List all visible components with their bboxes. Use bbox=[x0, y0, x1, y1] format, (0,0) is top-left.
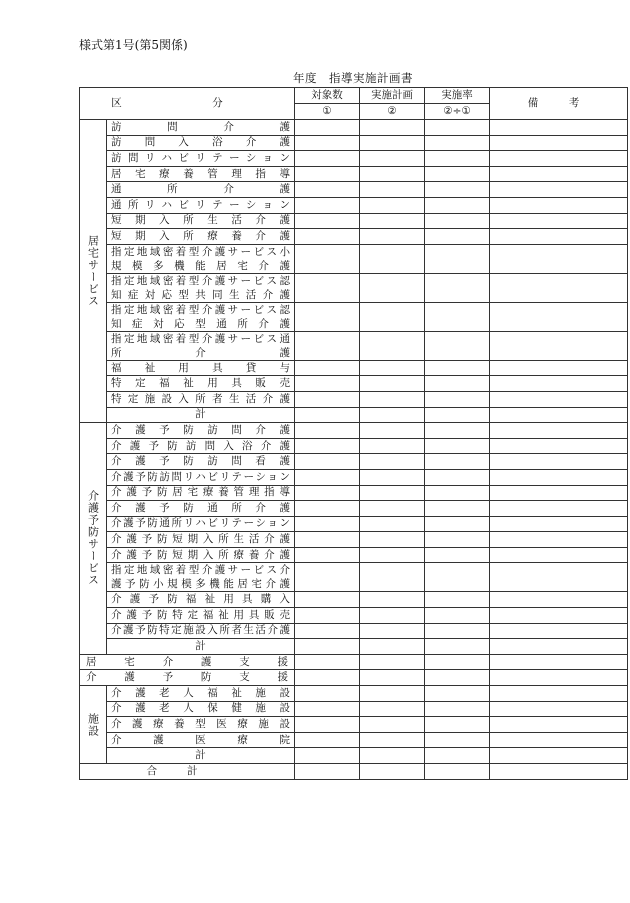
target-count-cell[interactable] bbox=[295, 501, 360, 517]
rate-cell[interactable] bbox=[425, 748, 490, 764]
target-count-cell[interactable] bbox=[295, 166, 360, 182]
remarks-cell[interactable] bbox=[490, 732, 628, 748]
plan-cell[interactable] bbox=[360, 563, 425, 592]
header-row-1 bbox=[80, 88, 628, 104]
service-item-line: 指定地域密着型介護サービス小 bbox=[111, 245, 290, 258]
remarks-cell[interactable] bbox=[490, 213, 628, 229]
service-item: 訪問介護 bbox=[107, 120, 295, 136]
target-count-cell[interactable] bbox=[295, 244, 360, 273]
service-item: 訪問入浴介護 bbox=[107, 135, 295, 151]
remarks-cell[interactable] bbox=[490, 407, 628, 423]
remarks-cell[interactable] bbox=[490, 120, 628, 136]
rate-cell[interactable] bbox=[425, 717, 490, 733]
prevention-service-label bbox=[80, 423, 107, 655]
service-item: 介護予防通所介護 bbox=[107, 501, 295, 517]
rate-cell[interactable] bbox=[425, 670, 490, 686]
remarks-cell[interactable] bbox=[490, 273, 628, 302]
table-row bbox=[80, 151, 628, 167]
rate-cell[interactable] bbox=[425, 151, 490, 167]
target-count-cell[interactable] bbox=[295, 748, 360, 764]
target-count-cell[interactable] bbox=[295, 213, 360, 229]
target-count-cell[interactable] bbox=[295, 670, 360, 686]
remarks-cell[interactable] bbox=[490, 391, 628, 407]
subtotal-label: 計 bbox=[107, 407, 295, 423]
service-item: 居宅療養管理指導 bbox=[107, 166, 295, 182]
target-count-cell[interactable] bbox=[295, 197, 360, 213]
service-item bbox=[107, 244, 295, 273]
target-count-cell[interactable] bbox=[295, 485, 360, 501]
facility-label-text: 施設 bbox=[86, 712, 100, 737]
rate-cell[interactable] bbox=[425, 213, 490, 229]
table-row bbox=[80, 547, 628, 563]
rate-cell[interactable] bbox=[425, 182, 490, 198]
table-row bbox=[80, 166, 628, 182]
target-count-cell[interactable] bbox=[295, 764, 360, 780]
service-item: 介護予防短期入所生活介護 bbox=[107, 532, 295, 548]
service-item-line: 指定地域密着型介護サービス認 bbox=[111, 303, 290, 316]
header-plan: 実施計画 bbox=[360, 88, 425, 104]
service-item: 介護予防通所リハビリテーション bbox=[107, 516, 295, 532]
table-row bbox=[80, 454, 628, 470]
service-item bbox=[107, 302, 295, 331]
table-row bbox=[80, 331, 628, 360]
service-item-line: 知症対応型共同生活介護 bbox=[111, 288, 290, 301]
target-count-cell[interactable] bbox=[295, 639, 360, 655]
table-row bbox=[80, 563, 628, 592]
home-care-support-row bbox=[80, 654, 628, 670]
table-row bbox=[80, 516, 628, 532]
rate-cell[interactable] bbox=[425, 592, 490, 608]
remarks-cell[interactable] bbox=[490, 701, 628, 717]
remarks-cell[interactable] bbox=[490, 670, 628, 686]
header-category: 区 分 bbox=[80, 88, 295, 120]
table-row bbox=[80, 717, 628, 733]
target-count-cell[interactable] bbox=[295, 438, 360, 454]
target-count-cell[interactable] bbox=[295, 454, 360, 470]
target-count-cell[interactable] bbox=[295, 331, 360, 360]
service-item: 通所介護 bbox=[107, 182, 295, 198]
table-row bbox=[80, 391, 628, 407]
plan-cell[interactable] bbox=[360, 732, 425, 748]
target-count-cell[interactable] bbox=[295, 732, 360, 748]
rate-cell[interactable] bbox=[425, 376, 490, 392]
plan-cell[interactable] bbox=[360, 516, 425, 532]
facility-subtotal-row bbox=[80, 748, 628, 764]
plan-cell[interactable] bbox=[360, 654, 425, 670]
plan-cell[interactable] bbox=[360, 213, 425, 229]
target-count-cell[interactable] bbox=[295, 135, 360, 151]
target-count-cell[interactable] bbox=[295, 273, 360, 302]
plan-cell[interactable] bbox=[360, 623, 425, 639]
service-item: 訪問リハビリテーション bbox=[107, 151, 295, 167]
plan-cell[interactable] bbox=[360, 748, 425, 764]
remarks-cell[interactable] bbox=[490, 182, 628, 198]
remarks-cell[interactable] bbox=[490, 197, 628, 213]
rate-cell[interactable] bbox=[425, 423, 490, 439]
plan-cell[interactable] bbox=[360, 407, 425, 423]
remarks-cell[interactable] bbox=[490, 151, 628, 167]
table-row bbox=[80, 501, 628, 517]
rate-cell[interactable] bbox=[425, 391, 490, 407]
remarks-cell[interactable] bbox=[490, 547, 628, 563]
table-row bbox=[80, 732, 628, 748]
rate-cell[interactable] bbox=[425, 485, 490, 501]
service-item-line: 所介護 bbox=[111, 346, 290, 359]
table-row bbox=[80, 608, 628, 624]
rate-cell[interactable] bbox=[425, 197, 490, 213]
plan-cell[interactable] bbox=[360, 686, 425, 702]
target-count-cell[interactable] bbox=[295, 592, 360, 608]
service-item: 特定福祉用具販売 bbox=[107, 376, 295, 392]
rate-cell[interactable] bbox=[425, 454, 490, 470]
rate-cell[interactable] bbox=[425, 407, 490, 423]
rate-cell[interactable] bbox=[425, 360, 490, 376]
target-count-cell[interactable] bbox=[295, 469, 360, 485]
table-row bbox=[80, 244, 628, 273]
service-item: 介護予防訪問介護 bbox=[107, 423, 295, 439]
rate-cell[interactable] bbox=[425, 532, 490, 548]
target-count-cell[interactable] bbox=[295, 423, 360, 439]
table-row bbox=[80, 532, 628, 548]
header-rate: 実施率 bbox=[425, 88, 490, 104]
rate-cell[interactable] bbox=[425, 764, 490, 780]
home-service-label-text: 居宅サービス bbox=[86, 235, 100, 308]
home-service-subtotal-row bbox=[80, 407, 628, 423]
plan-table bbox=[79, 87, 628, 780]
service-item: 介護予防特定施設入所者生活介護 bbox=[107, 623, 295, 639]
table-row bbox=[80, 182, 628, 198]
plan-cell[interactable] bbox=[360, 592, 425, 608]
plan-cell[interactable] bbox=[360, 469, 425, 485]
table-row bbox=[80, 438, 628, 454]
rate-cell[interactable] bbox=[425, 331, 490, 360]
document-title: 年度 指導実施計画書 bbox=[293, 71, 413, 85]
service-item: 介護予防訪問看護 bbox=[107, 454, 295, 470]
prevention-service-label-text: 介護予防サービス bbox=[86, 490, 100, 587]
service-item: 介護老人福祉施設 bbox=[107, 686, 295, 702]
table-row bbox=[80, 485, 628, 501]
table-row bbox=[80, 120, 628, 136]
facility-label bbox=[80, 686, 107, 764]
remarks-cell[interactable] bbox=[490, 717, 628, 733]
target-count-cell[interactable] bbox=[295, 654, 360, 670]
service-item: 介護予防短期入所療養介護 bbox=[107, 547, 295, 563]
remarks-cell[interactable] bbox=[490, 639, 628, 655]
subtotal-label: 計 bbox=[107, 639, 295, 655]
plan-cell[interactable] bbox=[360, 485, 425, 501]
rate-cell[interactable] bbox=[425, 120, 490, 136]
rate-cell[interactable] bbox=[425, 686, 490, 702]
table-row bbox=[80, 302, 628, 331]
plan-cell[interactable] bbox=[360, 376, 425, 392]
remarks-cell[interactable] bbox=[490, 686, 628, 702]
service-item-line: 指定地域密着型介護サービス通 bbox=[111, 332, 290, 345]
remarks-cell[interactable] bbox=[490, 516, 628, 532]
service-item: 短期入所生活介護 bbox=[107, 213, 295, 229]
target-count-cell[interactable] bbox=[295, 532, 360, 548]
plan-cell[interactable] bbox=[360, 197, 425, 213]
rate-cell[interactable] bbox=[425, 135, 490, 151]
remarks-cell[interactable] bbox=[490, 485, 628, 501]
service-item: 福祉用具貸与 bbox=[107, 360, 295, 376]
plan-cell[interactable] bbox=[360, 244, 425, 273]
rate-cell[interactable] bbox=[425, 701, 490, 717]
target-count-cell[interactable] bbox=[295, 686, 360, 702]
remarks-cell[interactable] bbox=[490, 748, 628, 764]
target-count-cell[interactable] bbox=[295, 701, 360, 717]
prevention-support-row bbox=[80, 670, 628, 686]
rate-cell[interactable] bbox=[425, 654, 490, 670]
header-remarks: 備 考 bbox=[490, 88, 628, 120]
service-item-line: 護予防小規模多機能居宅介護 bbox=[111, 578, 290, 591]
target-count-cell[interactable] bbox=[295, 407, 360, 423]
remarks-cell[interactable] bbox=[490, 563, 628, 592]
service-item bbox=[107, 563, 295, 592]
target-count-cell[interactable] bbox=[295, 717, 360, 733]
plan-cell[interactable] bbox=[360, 454, 425, 470]
plan-cell[interactable] bbox=[360, 423, 425, 439]
table-row bbox=[80, 423, 628, 439]
remarks-cell[interactable] bbox=[490, 654, 628, 670]
service-item bbox=[107, 331, 295, 360]
remarks-cell[interactable] bbox=[490, 608, 628, 624]
plan-cell[interactable] bbox=[360, 135, 425, 151]
plan-cell[interactable] bbox=[360, 182, 425, 198]
rate-cell[interactable] bbox=[425, 501, 490, 517]
rate-cell[interactable] bbox=[425, 623, 490, 639]
plan-cell[interactable] bbox=[360, 166, 425, 182]
target-count-cell[interactable] bbox=[295, 302, 360, 331]
plan-cell[interactable] bbox=[360, 120, 425, 136]
rate-cell[interactable] bbox=[425, 563, 490, 592]
rate-cell[interactable] bbox=[425, 302, 490, 331]
plan-cell[interactable] bbox=[360, 670, 425, 686]
target-count-cell[interactable] bbox=[295, 547, 360, 563]
target-count-cell[interactable] bbox=[295, 391, 360, 407]
remarks-cell[interactable] bbox=[490, 229, 628, 245]
remarks-cell[interactable] bbox=[490, 423, 628, 439]
table-row bbox=[80, 592, 628, 608]
service-item: 短期入所療養介護 bbox=[107, 229, 295, 245]
service-item: 介護予防福祉用具購入 bbox=[107, 592, 295, 608]
rate-cell[interactable] bbox=[425, 438, 490, 454]
remarks-cell[interactable] bbox=[490, 302, 628, 331]
target-count-cell[interactable] bbox=[295, 376, 360, 392]
service-item bbox=[107, 273, 295, 302]
rate-cell[interactable] bbox=[425, 469, 490, 485]
plan-cell[interactable] bbox=[360, 302, 425, 331]
target-count-cell[interactable] bbox=[295, 229, 360, 245]
remarks-cell[interactable] bbox=[490, 135, 628, 151]
service-item: 通所リハビリテーション bbox=[107, 197, 295, 213]
target-count-cell[interactable] bbox=[295, 151, 360, 167]
plan-cell[interactable] bbox=[360, 229, 425, 245]
service-item-line: 指定地域密着型介護サービス介 bbox=[111, 564, 290, 577]
remarks-cell[interactable] bbox=[490, 532, 628, 548]
service-item-line: 規模多機能居宅介護 bbox=[111, 259, 290, 272]
remarks-cell[interactable] bbox=[490, 764, 628, 780]
rate-cell[interactable] bbox=[425, 273, 490, 302]
table-row bbox=[80, 197, 628, 213]
target-count-cell[interactable] bbox=[295, 360, 360, 376]
table-row bbox=[80, 213, 628, 229]
table-row bbox=[80, 360, 628, 376]
rate-cell[interactable] bbox=[425, 547, 490, 563]
service-item: 介護老人保健施設 bbox=[107, 701, 295, 717]
plan-cell[interactable] bbox=[360, 532, 425, 548]
remarks-cell[interactable] bbox=[490, 360, 628, 376]
service-item: 介護予防特定福祉用具販売 bbox=[107, 608, 295, 624]
table-row bbox=[80, 229, 628, 245]
plan-cell[interactable] bbox=[360, 764, 425, 780]
remarks-cell[interactable] bbox=[490, 623, 628, 639]
service-item-line: 指定地域密着型介護サービス認 bbox=[111, 274, 290, 287]
grand-total-row bbox=[80, 764, 628, 780]
remarks-cell[interactable] bbox=[490, 469, 628, 485]
table-row bbox=[80, 623, 628, 639]
target-count-cell[interactable] bbox=[295, 120, 360, 136]
prevention-service-subtotal-row bbox=[80, 639, 628, 655]
remarks-cell[interactable] bbox=[490, 454, 628, 470]
rate-cell[interactable] bbox=[425, 166, 490, 182]
plan-cell[interactable] bbox=[360, 151, 425, 167]
home-care-support-row-label: 居宅介護支援 bbox=[80, 654, 295, 670]
service-item-line: 知症対応型通所介護 bbox=[111, 317, 290, 330]
rate-cell[interactable] bbox=[425, 732, 490, 748]
service-item: 介護予防訪問入浴介護 bbox=[107, 438, 295, 454]
remarks-cell[interactable] bbox=[490, 376, 628, 392]
target-count-cell[interactable] bbox=[295, 563, 360, 592]
rate-cell[interactable] bbox=[425, 516, 490, 532]
target-count-cell[interactable] bbox=[295, 182, 360, 198]
header-ratio: ②÷① bbox=[425, 104, 490, 120]
target-count-cell[interactable] bbox=[295, 623, 360, 639]
table-row bbox=[80, 469, 628, 485]
plan-cell[interactable] bbox=[360, 547, 425, 563]
service-item: 介護療養型医療施設 bbox=[107, 717, 295, 733]
rate-cell[interactable] bbox=[425, 608, 490, 624]
subtotal-label: 計 bbox=[107, 748, 295, 764]
plan-cell[interactable] bbox=[360, 360, 425, 376]
remarks-cell[interactable] bbox=[490, 438, 628, 454]
plan-cell[interactable] bbox=[360, 273, 425, 302]
table-row bbox=[80, 135, 628, 151]
plan-cell[interactable] bbox=[360, 608, 425, 624]
form-number: 様式第1号(第5関係) bbox=[79, 38, 188, 52]
table-row bbox=[80, 686, 628, 702]
rate-cell[interactable] bbox=[425, 229, 490, 245]
plan-cell[interactable] bbox=[360, 331, 425, 360]
remarks-cell[interactable] bbox=[490, 166, 628, 182]
plan-cell[interactable] bbox=[360, 391, 425, 407]
service-item: 介護予防居宅療養管理指導 bbox=[107, 485, 295, 501]
table-row bbox=[80, 701, 628, 717]
grand-total-row-label: 合計 bbox=[80, 764, 295, 780]
plan-cell[interactable] bbox=[360, 501, 425, 517]
service-item: 介護医療院 bbox=[107, 732, 295, 748]
remarks-cell[interactable] bbox=[490, 501, 628, 517]
table-row bbox=[80, 273, 628, 302]
home-service-label bbox=[80, 120, 107, 423]
plan-cell[interactable] bbox=[360, 438, 425, 454]
remarks-cell[interactable] bbox=[490, 592, 628, 608]
plan-cell[interactable] bbox=[360, 701, 425, 717]
table-row bbox=[80, 376, 628, 392]
plan-cell[interactable] bbox=[360, 717, 425, 733]
header-circle-1: ① bbox=[295, 104, 360, 120]
remarks-cell[interactable] bbox=[490, 244, 628, 273]
rate-cell[interactable] bbox=[425, 244, 490, 273]
target-count-cell[interactable] bbox=[295, 608, 360, 624]
header-circle-2: ② bbox=[360, 104, 425, 120]
service-item: 特定施設入所者生活介護 bbox=[107, 391, 295, 407]
prevention-support-row-label: 介護予防支援 bbox=[80, 670, 295, 686]
header-target-count: 対象数 bbox=[295, 88, 360, 104]
plan-cell[interactable] bbox=[360, 639, 425, 655]
rate-cell[interactable] bbox=[425, 639, 490, 655]
remarks-cell[interactable] bbox=[490, 331, 628, 360]
target-count-cell[interactable] bbox=[295, 516, 360, 532]
service-item: 介護予防訪問リハビリテーション bbox=[107, 469, 295, 485]
